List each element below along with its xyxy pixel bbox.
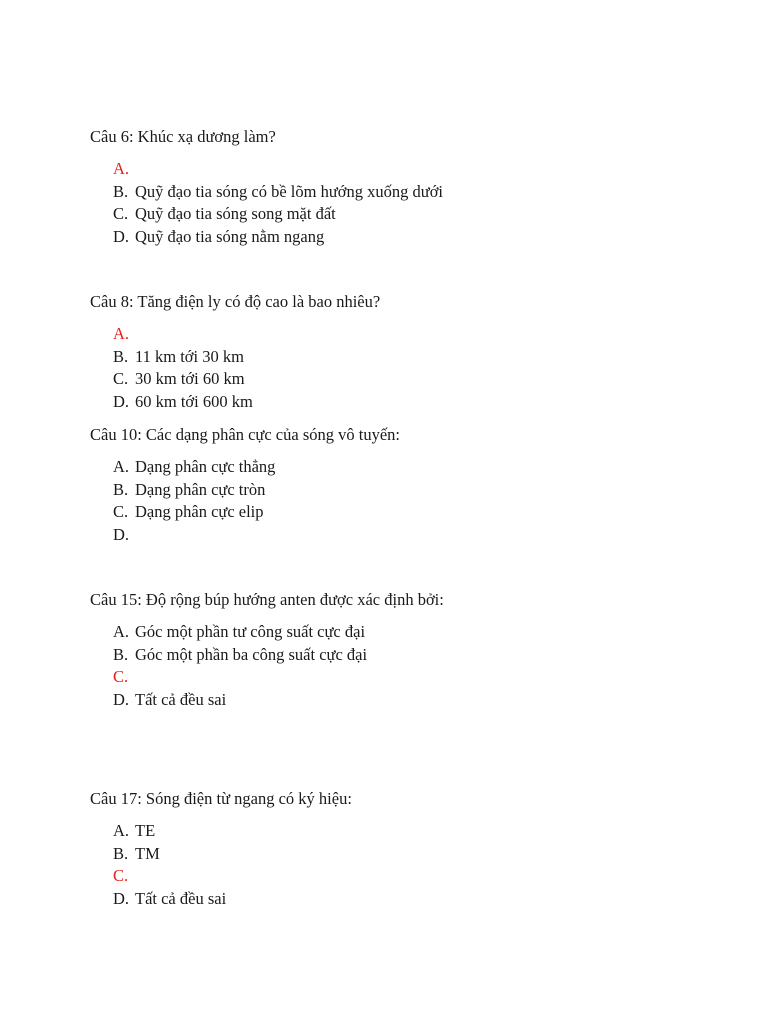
option-letter: B. [113, 346, 129, 366]
answer-option-d [113, 888, 730, 911]
answer-option-c [113, 203, 730, 226]
option-text: Dạng phân cực tròn [135, 479, 266, 499]
answer-option-c [113, 666, 730, 689]
option-letter: A. [113, 159, 130, 178]
answer-option-c [113, 501, 730, 524]
answer-options [113, 820, 730, 910]
option-letter: D. [113, 226, 130, 246]
option-text: Góc một phần tư công suất cực đại [135, 622, 366, 641]
answer-options [113, 456, 730, 546]
option-text: TM [135, 843, 160, 863]
answer-option-b [113, 644, 730, 667]
question-block-15 [90, 589, 730, 711]
answer-option-d [113, 524, 730, 547]
option-letter: D. [113, 391, 130, 411]
option-letter: A. [113, 622, 130, 641]
option-letter: B. [113, 479, 129, 499]
question-block-10 [90, 424, 730, 546]
answer-options [113, 158, 730, 248]
option-letter: B. [113, 644, 129, 664]
option-text: Dạng phân cực thẳng [135, 457, 276, 476]
option-letter: B. [113, 181, 129, 201]
answer-option-b [113, 181, 730, 204]
answer-option-d [113, 226, 730, 249]
option-text: TE [135, 821, 156, 840]
option-text: Tất cả đều sai [135, 689, 227, 709]
question-block-6 [90, 126, 730, 248]
answer-option-b [113, 843, 730, 866]
question-title: Câu 17: Sóng điện từ ngang có ký hiệu: [90, 789, 352, 808]
option-text: Góc một phần ba công suất cực đại [135, 644, 368, 664]
answer-options [113, 621, 730, 711]
option-text: 30 km tới 60 km [135, 369, 245, 388]
option-letter: A. [113, 457, 130, 476]
answer-option-c [113, 368, 730, 391]
question-block-8 [90, 291, 730, 413]
question-title: Câu 8: Tăng điện ly có độ cao là bao nhiêu? [90, 292, 381, 311]
option-letter: C. [113, 667, 129, 686]
question-block-17 [90, 788, 730, 910]
answer-option-c [113, 865, 730, 888]
option-letter: D. [113, 524, 130, 544]
option-text: Quỹ đạo tia sóng có bề lõm hướng xuống dưới [135, 181, 444, 201]
answer-option-b [113, 479, 730, 502]
option-text: 11 km tới 30 km [135, 346, 244, 366]
answer-option-d [113, 689, 730, 712]
question-title: Câu 10: Các dạng phân cực của sóng vô tuyến: [90, 425, 400, 444]
option-letter: A. [113, 821, 130, 840]
question-title: Câu 15: Độ rộng búp hướng anten được xác định bởi: [90, 590, 444, 609]
option-text: 60 km tới 600 km [135, 391, 253, 411]
answer-option-a [113, 323, 730, 346]
option-letter: D. [113, 689, 130, 709]
answer-option-a [113, 456, 730, 479]
option-text: Quỹ đạo tia sóng song mặt đất [135, 204, 336, 223]
question-title: Câu 6: Khúc xạ dương làm? [90, 127, 276, 146]
answer-option-a [113, 158, 730, 181]
answer-options [113, 323, 730, 413]
option-letter: C. [113, 866, 129, 885]
answer-option-a [113, 820, 730, 843]
option-letter: C. [113, 369, 129, 388]
option-letter: A. [113, 324, 130, 343]
answer-option-d [113, 391, 730, 414]
option-text: Dạng phân cực elip [135, 502, 264, 521]
option-text: Quỹ đạo tia sóng nằm ngang [135, 226, 325, 246]
answer-option-b [113, 346, 730, 369]
option-letter: C. [113, 502, 129, 521]
answer-option-a [113, 621, 730, 644]
option-letter: D. [113, 888, 130, 908]
option-text: Tất cả đều sai [135, 888, 227, 908]
option-letter: B. [113, 843, 129, 863]
option-letter: C. [113, 204, 129, 223]
